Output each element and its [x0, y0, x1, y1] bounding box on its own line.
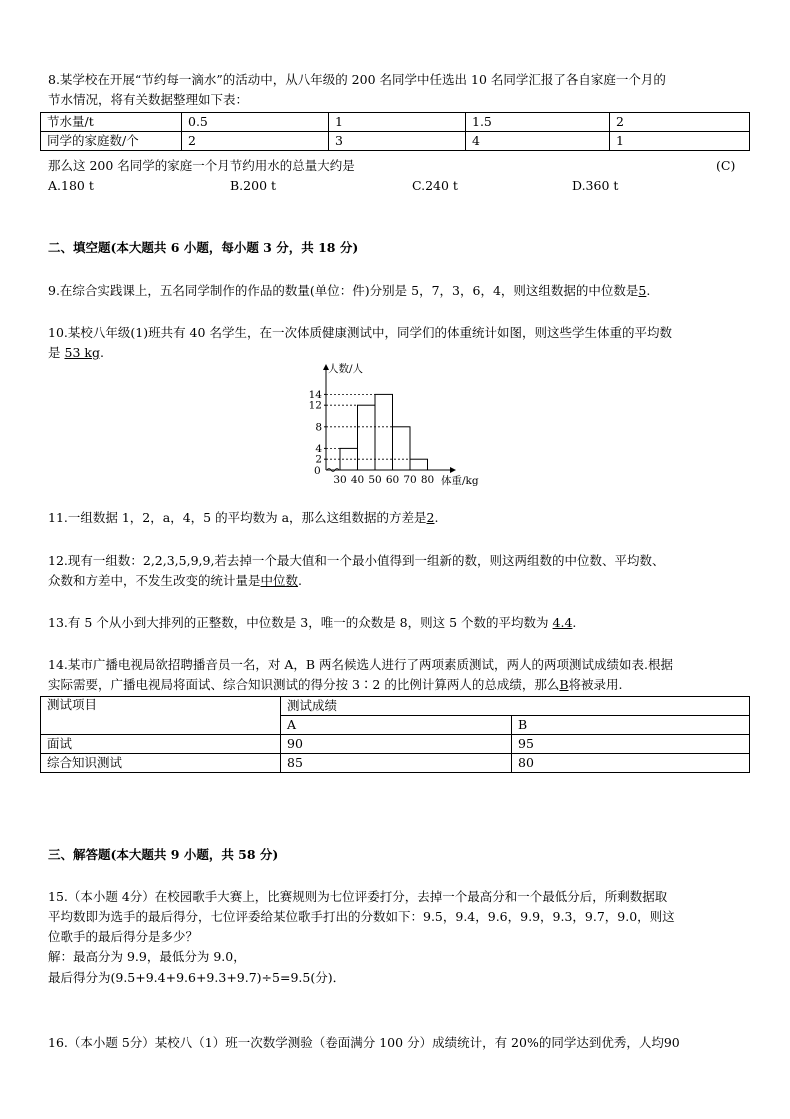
table-cell: 2: [610, 113, 750, 132]
q14-answer: B: [559, 677, 569, 692]
q13-text: 13.有 5 个从小到大排列的正整数，中位数是 3，唯一的众数是 8，则这 5 个数的平均数为: [48, 615, 549, 630]
q8-question: 那么这 200 名同学的家庭一个月节约用水的总量大约是: [48, 158, 355, 173]
q10-line2-pre: 是: [48, 345, 61, 360]
q11-end: .: [434, 510, 439, 525]
table-cell: 4: [466, 132, 610, 151]
table-cell: 0.5: [182, 113, 329, 132]
q11-answer: 2: [426, 510, 435, 525]
q8-option-c: C.240 t: [412, 178, 458, 193]
q10-line1: 10.某校八年级(1)班共有 40 名学生，在一次体质健康测试中，同学们的体重统计如图，则这些学生体重的平均数: [48, 325, 672, 340]
table-cell: 1.5: [466, 113, 610, 132]
q8-line1: 8.某学校在开展“节约每一滴水”的活动中，从八年级的 200 名同学中任选出 10 名同学汇报了各自家庭一个月的: [48, 72, 666, 87]
table-row: [41, 697, 750, 716]
histogram-bar: [393, 427, 411, 470]
x-axis-label: 体重/kg: [441, 475, 479, 487]
q9-text: 9.在综合实践课上，五名同学制作的作品的数量(单位：件)分别是 5，7，3，6，4，则这组数据的中位数是: [48, 283, 639, 298]
q9-end: .: [646, 283, 651, 298]
table-cell: 1: [610, 132, 750, 151]
table-cell: 综合知识测试: [41, 754, 281, 773]
origin-label: 0: [314, 465, 321, 477]
q10-answer: 53 kg: [64, 345, 100, 360]
x-tick-label: 80: [420, 474, 435, 486]
q9-answer: 5: [638, 283, 647, 298]
table-cell: 95: [512, 735, 750, 754]
y-tick-label: 8: [315, 421, 322, 434]
y-tick-label: 2: [315, 453, 322, 466]
x-tick-label: 50: [368, 474, 382, 486]
q14-table: [40, 696, 750, 773]
table-cell: 1: [329, 113, 466, 132]
table-cell: 3: [329, 132, 466, 151]
q14-line2-post: 将被录用.: [568, 677, 623, 692]
histogram-bar: [375, 394, 393, 470]
q15-line3: 位歌手的最后得分是多少？: [48, 929, 199, 944]
q8-table: [40, 112, 750, 151]
x-tick-label: 60: [385, 474, 400, 486]
y-tick-label: 14: [308, 388, 322, 401]
q12-line2: [48, 573, 302, 589]
table-header: 测试项目: [41, 697, 281, 735]
q8-answer: (C): [716, 158, 736, 173]
y-tick-label: 4: [315, 442, 322, 455]
table-header: A: [281, 716, 512, 735]
table-row: [41, 132, 750, 151]
table-header: B: [512, 716, 750, 735]
table-cell: 同学的家庭数/个: [41, 132, 182, 151]
q12-line2-pre: 众数和方差中，不发生改变的统计量是: [48, 573, 261, 588]
q16-line1: 16.（本小题 5分）某校八（1）班一次数学测验（卷面满分 100 分）成绩统计，有 20%的同学达到优秀，人均90: [48, 1035, 680, 1050]
y-tick-label: 12: [308, 399, 322, 412]
q14-line1: 14.某市广播电视局欲招聘播音员一名，对 A，B 两名候选人进行了两项素质测试，两人的两项测试成绩如表.根据: [48, 657, 674, 672]
table-row: [41, 113, 750, 132]
q12-line1: 12.现有一组数：2,2,3,5,9,9,若去掉一个最大值和一个最小值得到一组新的数，则这两组数的中位数、平均数、: [48, 553, 665, 568]
q13: [48, 615, 576, 631]
q10-line2: [48, 345, 104, 361]
q8-line2: 节水情况，将有关数据整理如下表：: [48, 92, 249, 107]
y-axis-label: 人数/人: [328, 363, 364, 375]
q8-option-d: D.360 t: [572, 178, 619, 193]
histogram-bar: [410, 459, 428, 470]
q12-answer: 中位数: [260, 573, 299, 588]
q13-end: .: [572, 615, 577, 630]
table-header: 测试成绩: [281, 697, 750, 716]
q15-line4: 解：最高分为 9.9，最低分为 9.0，: [48, 949, 246, 964]
histogram-bar: [358, 405, 376, 470]
q14-line2-pre: 实际需要，广播电视局将面试、综合知识测试的得分按 3∶2 的比例计算两人的总成绩，那么: [48, 677, 560, 692]
section3-title: 三、解答题(本大题共 9 小题，共 58 分): [48, 847, 279, 862]
table-cell: 2: [182, 132, 329, 151]
q10-end: .: [99, 345, 104, 360]
section2-title: 二、填空题(本大题共 6 小题，每小题 3 分，共 18 分): [48, 240, 359, 255]
q9: [48, 283, 650, 299]
table-row: [41, 754, 750, 773]
table-cell: 节水量/t: [41, 113, 182, 132]
q15-line5: 最后得分为(9.5+9.4+9.6+9.3+9.7)÷5=9.5(分)．: [48, 970, 346, 985]
table-cell: 面试: [41, 735, 281, 754]
q12-end: .: [298, 573, 303, 588]
x-tick-label: 40: [350, 474, 365, 486]
table-cell: 85: [281, 754, 512, 773]
q11: [48, 510, 438, 526]
q14-line2: [48, 677, 623, 693]
x-axis-arrow: [450, 467, 456, 473]
q8-option-b: B.200 t: [230, 178, 277, 193]
weight-histogram: [300, 362, 500, 487]
x-tick-label: 30: [333, 474, 347, 486]
q8-option-a: A.180 t: [48, 178, 94, 193]
table-cell: 80: [512, 754, 750, 773]
q15-line2: 平均数即为选手的最后得分，七位评委给某位歌手打出的分数如下：9.5，9.4，9.6，9.9，9.3，9.7，9.0，则这: [48, 909, 675, 924]
x-tick-label: 70: [403, 474, 417, 486]
q11-text: 11.一组数据 1，2，a，4，5 的平均数为 a，那么这组数据的方差是: [48, 510, 427, 525]
q13-answer: 4.4: [552, 615, 573, 630]
table-cell: 90: [281, 735, 512, 754]
table-row: [41, 735, 750, 754]
q15-line1: 15.（本小题 4分）在校园歌手大赛上，比赛规则为七位评委打分，去掉一个最高分和一个最低分后，所剩数据取: [48, 889, 668, 904]
